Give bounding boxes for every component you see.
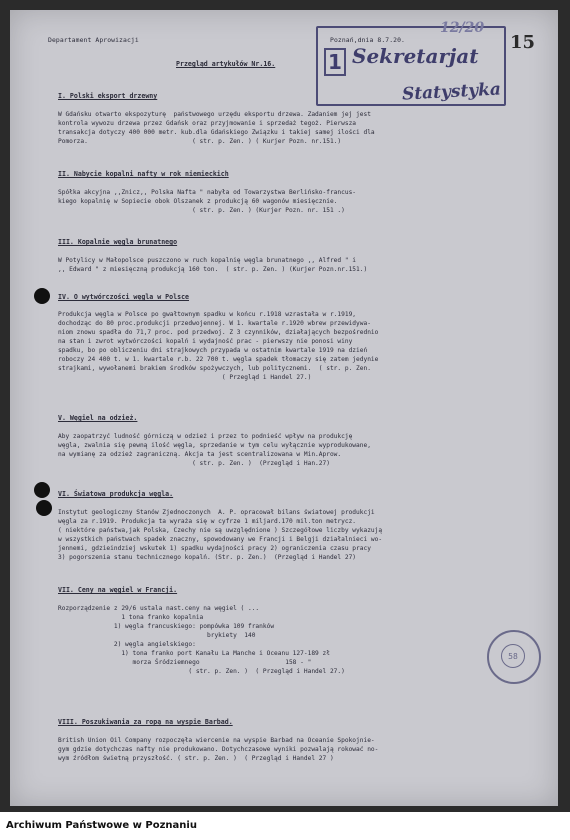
text-line: 1) węgla francuskiego: pompówka 109 franków [58,623,275,630]
text-line: strajkami, wywołanemi brakiem środków spożywczych, lub politycznemi. ( str. p. Zen. [58,365,371,372]
text-line: 3) pogorszenia stanu technicznego kopalń. (Str. p. Zen.) (Przegląd i Handel 27) [58,554,357,561]
seal-number: 58 [501,644,525,668]
text-line: w wszystkich państwach spadek znaczny, spowodowany we Francji i Belgji działalnieci wo- [58,536,383,543]
handwritten-note: Statystyka [401,79,502,105]
text-line: węgla, zwalnia się pewną ilość węgla, sprzedanie w tym celu wyłącznie wyprodukowane, [58,442,371,449]
archive-seal [487,630,541,684]
document-title: Przegląd artykułów Nr.16. [176,60,276,68]
text-line: 1 tona franko kopalnia [58,614,204,621]
text-line: ( str. p. Zen. ) (Przegląd i Han.27) [58,460,330,467]
text-line: ( str. p. Zen. ) ( Przegląd i Handel 27.) [58,668,345,675]
section-heading: II. Nabycie kopalni nafty w rok niemieckich [58,170,229,178]
text-line: ,, Edward " z miesięczną produkcją 160 ton. ( str. p. Zen. ) (Kurjer Pozn.nr.151.) [58,266,368,273]
section-heading: III. Kopalnie węgla brunatnego [58,238,178,246]
text-line: Aby zaopatrzyć ludność górniczą w odzież i przez to podnieść wpływ na produkcję [58,433,353,440]
text-line: wym źródłom świetną przyszłość. ( str. p. Zen. ) ( Przegląd i Handel 27 ) [58,755,334,762]
text-line: transakcja dotyczy 400 000 metr. kub.dla Gdańskiego Związku i takiej samej ilości dla [58,129,375,136]
section-heading: VI. Światowa produkcja węgla. [58,490,174,498]
text-line: niom znowu spadła do 71,7 proc. pod przedwoj. Z 3 czynników, działających bezpośrednio [58,329,379,336]
text-line: roboczy 24 400 t. w 1. kwartale r.b. 22 700 t. węgla spadek tłomaczy się zatem jedynie [58,356,379,363]
section-heading: VII. Ceny na węgiel w Francji. [58,586,178,594]
handwritten-ref: 12/20 [440,20,485,36]
text-line: W Gdańsku otwarto ekspozyturę państwowego urzędu eksportu drzewa. Zadaniem jej jest [58,111,371,118]
text-line: Produkcja węgla w Polsce po gwałtownym spadku w końcu r.1918 wzrastała w r.1919, [58,311,357,318]
text-line: Instytut geologiczny Stanów Zjednoczonych A. P. opracował bilans światowej produkcji [58,509,375,516]
section-body [58,256,538,274]
text-line: W Potylicy w Małopolsce puszczono w ruch kopalnię węgla brunatnego ,, Alfred " i [58,257,357,264]
department-name: Departament Aprowizacji [48,36,139,44]
text-line: morza Śródziemnego 158 - " [58,659,312,666]
stamp-text: Sekretarjat [352,44,479,68]
text-line: na wymianę za odzież zagraniczną. Akcja ta jest scentralizowana w Min.Aprow. [58,451,342,458]
document-date: Poznań,dnia 8.7.20. [330,36,406,44]
section-heading: I. Polski eksport drzewny [58,92,158,100]
text-line: brykiety 140 [58,632,256,639]
text-line: węgla za r.1919. Produkcja ta wyraża się w cyfrze 1 miljard.170 mil.ton metrycz. [58,518,357,525]
punch-hole [34,482,50,498]
text-line: kiego kopalnię w Sopiecie obok Olszanek z produkcją 60 wagonów miesięcznie. [58,198,338,205]
stamp-number: 1 [324,48,346,76]
document-page [10,10,558,806]
text-line: dochodząc do 80 proc.produkcji przedwojennej. W 1. kwartale r.1920 wbrew przewidywa- [58,320,371,327]
text-line: na stan i zwrot wytwórczości kopalń i wydajność prac - pierwszy nie ponosi winy [58,338,353,345]
text-line: 1) tona franko port Kanału La Manche i Oceanu 127-189 zł [58,650,330,657]
text-line: 2) węgla angielskiego: [58,641,196,648]
text-line: ( niektóre państwa,jak Polska, Czechy nie są uwzględnione ) Szczegółowe liczby wykazują [58,527,383,534]
archive-footer: Archiwum Państwowe w Poznaniu [0,812,570,840]
section-body [58,110,538,146]
text-line: kontrola wywozu drzewa przez Gdańsk oraz przyjmowanie i sprzedaż tegoż. Pierwsza [58,120,357,127]
section-body [58,736,538,763]
section-heading: IV. O wytwórczości węgla w Polsce [58,293,190,301]
section-body [58,188,538,215]
text-line: Pomorza. ( str. p. Zen. ) ( Kurjer Pozn. nr.151.) [58,138,342,145]
section-heading: V. Węgiel na odzież. [58,414,138,422]
punch-hole [34,288,50,304]
section-body [58,508,538,562]
text-line: British Union Oil Company rozpoczęła wiercenie na wyspie Barbad na Oceanie Spokojnie- [58,737,375,744]
text-line: Spółka akcyjna ,,Znicz,, Polska Nafta " nabyła od Towarzystwa Berlińsko-francus- [58,189,357,196]
text-line: Rozporządzenie z 29/6 ustala nast.ceny na węgiel ( ... [58,605,260,612]
punch-hole [36,500,52,516]
section-body [58,432,538,468]
section-heading: VIII. Poszukiwania za ropą na wyspie Barbad. [58,718,233,726]
text-line: ( Przegląd i Handel 27.) [58,374,312,381]
text-line: ( str. p. Zen. ) (Kurjer Pozn. nr. 151 .) [58,207,345,214]
text-line: spadku, bo po obliczeniu dni strajkowych przypada w ostatnim kwartale 1919 na dzień [58,347,368,354]
text-line: gym gdzie dotychczas nafty nie produkowano. Dotychczasowe wyniki pozwalają rokować no- [58,746,379,753]
page-number: 15 [510,32,536,53]
section-body [58,604,538,676]
text-line: jennemi, gdzieindziej wskutek 1) spadku wydajności pracy 2) ograniczenia czasu pracy [58,545,371,552]
section-body [58,310,538,382]
